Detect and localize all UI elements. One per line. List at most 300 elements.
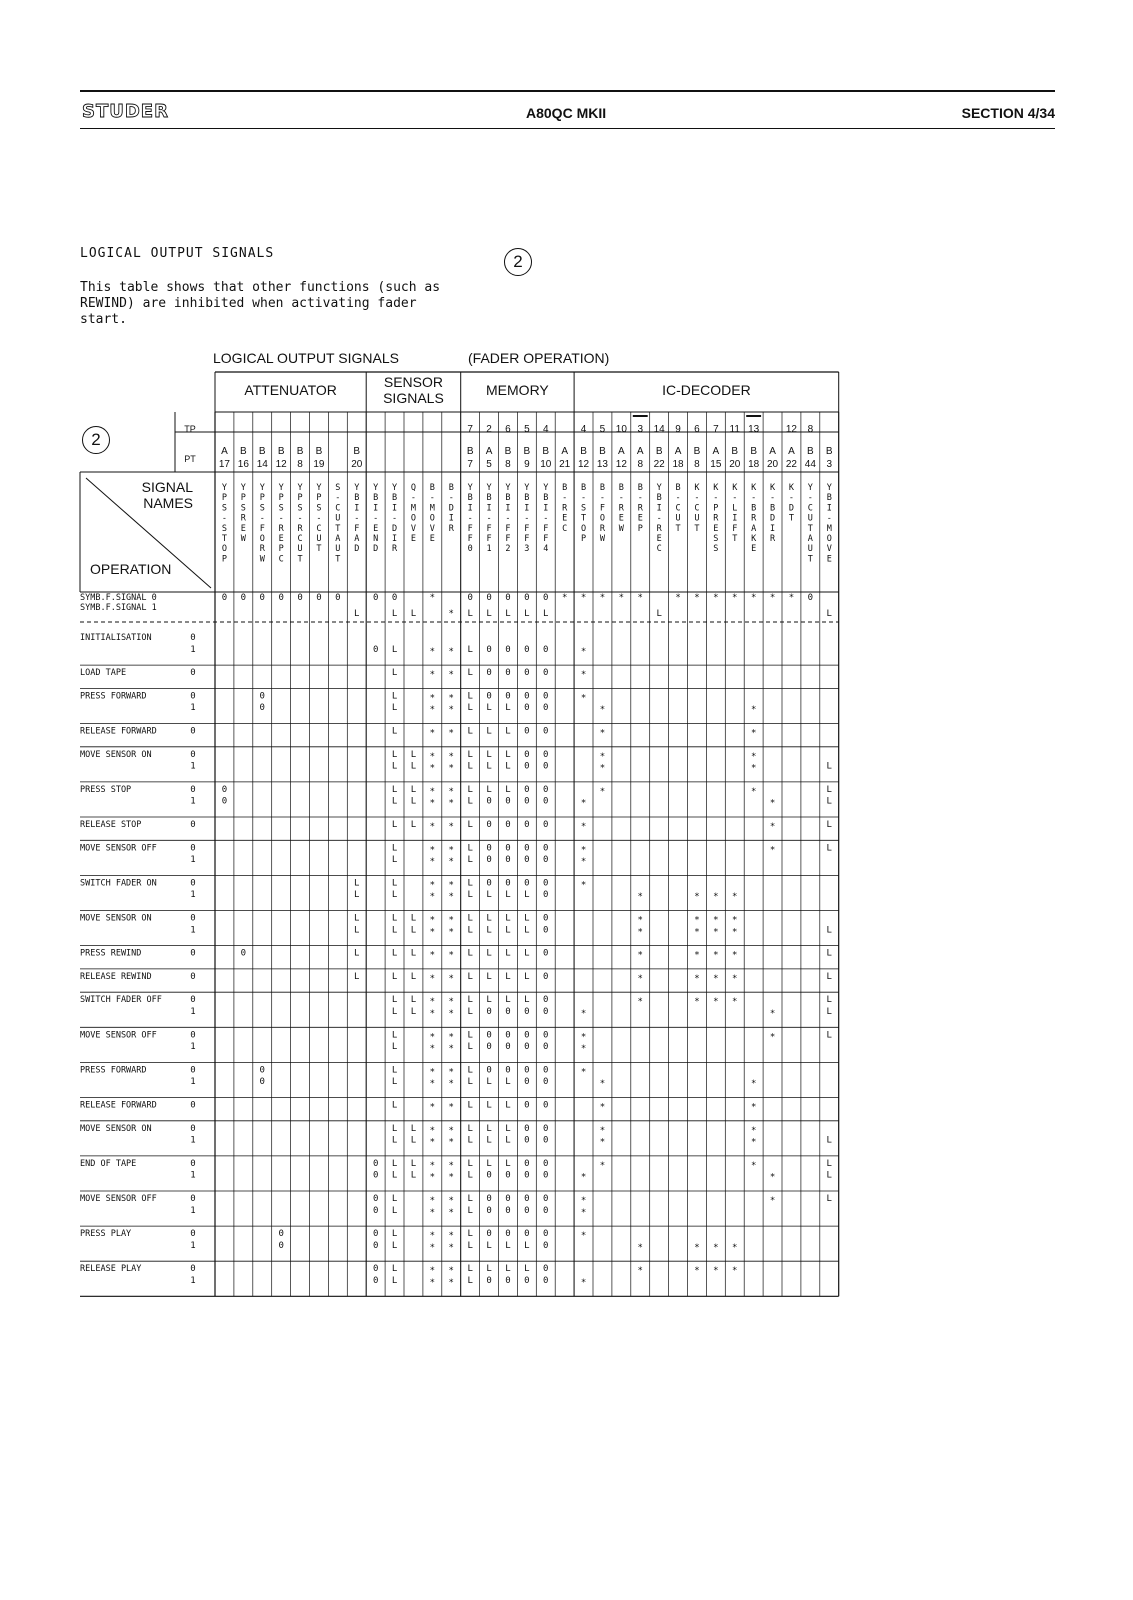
- signal-name-char: B: [675, 483, 681, 493]
- signal-name-char: D: [391, 523, 398, 534]
- symbol-cell: 0: [221, 593, 228, 603]
- operation-cell: 0: [543, 1100, 549, 1111]
- signal-name-char: E: [826, 554, 832, 565]
- symbol-cell: 0: [278, 593, 284, 603]
- signal-name-char: B: [599, 483, 606, 493]
- signal-name-char: -: [524, 513, 530, 524]
- operation-cell: L: [505, 890, 511, 901]
- operation-cell: *: [599, 728, 606, 739]
- operation-cell: L: [505, 925, 511, 936]
- operation-cell: 0: [543, 644, 549, 655]
- operation-cell: *: [713, 950, 719, 961]
- signal-name-char: R: [240, 513, 246, 524]
- pt-number: 18: [672, 459, 684, 470]
- operation-name: MOVE SENSOR ON: [80, 913, 152, 924]
- operation-level: 0: [190, 913, 196, 924]
- pt-letter: A: [636, 446, 644, 457]
- signal-name-char: V: [826, 544, 832, 555]
- operation-cell: *: [769, 1196, 776, 1206]
- operation-level: 0: [190, 749, 196, 760]
- operation-cell: *: [448, 1242, 454, 1253]
- signal-name-char: Y: [524, 483, 530, 493]
- operation-cell: *: [429, 892, 436, 903]
- operation-cell: L: [467, 1240, 473, 1251]
- operation-cell: L: [826, 843, 832, 854]
- operation-cell: 0: [524, 749, 530, 760]
- signal-name-char: W: [240, 534, 246, 544]
- operation-cell: 0: [543, 796, 549, 807]
- operation-cell: L: [486, 948, 492, 959]
- signal-name-char: N: [373, 534, 379, 544]
- operation-cell: L: [467, 995, 473, 1006]
- signal-name-char: I: [391, 503, 398, 514]
- operation-cell: *: [713, 1242, 719, 1253]
- operation-cell: L: [391, 749, 398, 760]
- operation-cell: 0: [278, 1240, 284, 1251]
- operation-cell: *: [580, 845, 587, 856]
- signal-name-char: S: [713, 544, 719, 555]
- operation-cell: *: [448, 751, 454, 762]
- operation-cell: *: [429, 1125, 436, 1136]
- operation-cell: L: [391, 796, 398, 807]
- signal-name-char: P: [580, 534, 587, 544]
- operation-level: 1: [190, 1205, 196, 1216]
- signal-name-char: Y: [543, 483, 549, 493]
- symbol-cell: 0: [372, 593, 379, 603]
- operation-cell: *: [429, 646, 436, 657]
- operation-cell: L: [391, 726, 398, 737]
- signal-name-char: I: [391, 534, 398, 544]
- signal-name-char: Y: [278, 483, 284, 493]
- operation-cell: L: [391, 644, 398, 655]
- signal-name-char: -: [580, 493, 587, 504]
- symbol-label-1: SYMB.F.SIGNAL 1: [80, 603, 157, 613]
- operation-cell: 0: [505, 1042, 511, 1053]
- pt-label: PT: [184, 454, 196, 464]
- signal-name-char: -: [316, 513, 322, 524]
- signal-name-char: -: [467, 513, 473, 524]
- operation-cell: *: [599, 763, 606, 774]
- operation-cell: 0: [543, 761, 549, 772]
- operation-cell: *: [429, 857, 436, 868]
- operation-cell: *: [732, 950, 738, 961]
- pt-letter: B: [240, 446, 247, 457]
- operation-cell: 0: [372, 1264, 379, 1275]
- svg-text:STUDER: STUDER: [82, 101, 169, 122]
- signal-name-char: P: [316, 493, 322, 504]
- pt-letter: B: [315, 446, 323, 457]
- signal-name-char: B: [486, 493, 492, 504]
- operation-cell: *: [769, 822, 776, 832]
- operation-level: 1: [190, 1170, 196, 1181]
- operation-cell: *: [580, 1231, 587, 1242]
- operation-cell: L: [391, 995, 398, 1006]
- signal-name-char: B: [543, 493, 549, 504]
- operation-cell: 0: [524, 726, 530, 737]
- operation-cell: 0: [486, 796, 492, 807]
- pt-letter: B: [825, 446, 833, 457]
- signal-name-char: E: [562, 513, 568, 524]
- signal-name-char: -: [751, 493, 757, 504]
- operation-cell: L: [486, 1100, 492, 1111]
- operation-level: 0: [190, 1229, 196, 1240]
- signal-name-char: U: [807, 544, 813, 555]
- operation-cell: 0: [486, 820, 492, 830]
- operation-cell: *: [599, 786, 606, 797]
- operation-name: RELEASE FORWARD: [80, 1100, 157, 1111]
- symbol-cell: 0: [807, 593, 814, 603]
- operation-cell: L: [391, 948, 398, 959]
- operation-name: RELEASE STOP: [80, 820, 142, 830]
- signal-name-char: E: [656, 534, 662, 544]
- signal-name-char: -: [694, 493, 700, 504]
- operation-cell: L: [486, 784, 492, 795]
- operation-cell: L: [391, 855, 398, 866]
- tp-value: 14: [653, 424, 665, 435]
- operation-cell: L: [467, 890, 473, 901]
- operation-level: 1: [190, 703, 196, 714]
- operation-level: 1: [190, 1135, 196, 1146]
- operation-cell: L: [391, 1007, 398, 1017]
- pt-letter: B: [599, 446, 606, 457]
- signal-name-char: 4: [543, 544, 549, 555]
- signal-name-char: -: [410, 493, 417, 504]
- operation-cell: 0: [543, 691, 549, 702]
- operation-cell: *: [448, 786, 454, 797]
- operation-cell: *: [580, 646, 587, 657]
- operation-cell: *: [429, 1137, 436, 1148]
- operation-cell: *: [448, 693, 454, 704]
- operation-cell: 0: [543, 1229, 549, 1240]
- operation-cell: L: [410, 925, 417, 936]
- operation-cell: *: [580, 798, 587, 809]
- operation-cell: *: [429, 1172, 436, 1183]
- table-circled-number: 2: [82, 426, 110, 454]
- signal-name-char: C: [278, 554, 284, 565]
- operation-cell: *: [448, 646, 454, 657]
- operation-cell: L: [467, 784, 473, 795]
- operation-cell: L: [391, 890, 398, 901]
- operation-cell: L: [391, 668, 398, 679]
- signal-name-char: S: [259, 503, 265, 514]
- signal-name-char: O: [599, 513, 606, 524]
- symbol-cell: L: [391, 609, 398, 619]
- symbol-cell: *: [580, 593, 587, 603]
- operation-cell: 0: [543, 1170, 549, 1181]
- signal-name-char: E: [637, 513, 643, 524]
- operation-cell: *: [448, 670, 454, 681]
- operation-cell: 0: [543, 1065, 549, 1076]
- operation-cell: L: [486, 1077, 492, 1088]
- pt-letter: B: [277, 446, 285, 457]
- signal-name-char: B: [391, 493, 398, 504]
- signal-name-char: F: [505, 523, 511, 534]
- operation-cell: 0: [524, 644, 530, 655]
- signal-name-char: 3: [524, 544, 530, 555]
- symbol-cell: L: [486, 609, 492, 619]
- operation-cell: *: [448, 857, 454, 868]
- signal-name-char: F: [599, 503, 606, 514]
- operation-cell: L: [467, 971, 473, 982]
- operation-level: 0: [190, 1194, 196, 1204]
- operation-cell: *: [637, 1266, 643, 1277]
- operation-cell: *: [429, 1207, 436, 1218]
- pt-letter: A: [561, 446, 568, 457]
- operation-cell: L: [354, 913, 360, 924]
- symbol-cell: *: [618, 593, 625, 603]
- operation-cell: L: [391, 1240, 398, 1251]
- symbol-cell: 0: [259, 593, 265, 603]
- operation-cell: 0: [372, 1240, 379, 1251]
- operation-cell: 0: [543, 925, 549, 936]
- operation-cell: L: [486, 1123, 492, 1134]
- signal-name-char: A: [335, 534, 341, 544]
- operation-cell: L: [467, 703, 473, 714]
- pt-number: 13: [596, 459, 609, 470]
- signal-name-char: P: [259, 493, 265, 504]
- symbol-cell: *: [599, 593, 606, 603]
- signal-name-char: O: [410, 513, 417, 524]
- signal-name-char: R: [751, 513, 757, 524]
- operation-cell: L: [410, 796, 417, 807]
- signal-name-char: B: [618, 483, 624, 493]
- signal-name-char: P: [297, 493, 303, 504]
- signal-name-char: S: [221, 503, 228, 514]
- signal-name-char: S: [278, 503, 284, 514]
- signal-name-char: -: [259, 513, 265, 524]
- pt-number: 12: [577, 459, 590, 470]
- operation-cell: L: [391, 925, 398, 936]
- signal-name-char: R: [769, 534, 776, 544]
- signal-name-char: F: [486, 534, 492, 544]
- operation-cell: *: [448, 1196, 454, 1206]
- operation-cell: *: [429, 1242, 436, 1253]
- operation-cell: *: [429, 1102, 436, 1113]
- signal-name-char: Y: [297, 483, 303, 493]
- operation-cell: L: [467, 1205, 473, 1216]
- signal-name-char: W: [259, 554, 265, 565]
- operation-cell: 0: [543, 1077, 549, 1088]
- intro-line: This table shows that other functions (such as: [80, 280, 441, 295]
- signal-name-char: V: [429, 523, 435, 534]
- operation-cell: L: [410, 1123, 417, 1134]
- operation-cell: L: [391, 1158, 398, 1169]
- operation-cell: L: [467, 1276, 473, 1286]
- operation-cell: L: [410, 1170, 417, 1181]
- operation-cell: 0: [543, 1158, 549, 1169]
- operation-cell: *: [732, 927, 738, 938]
- operation-cell: 0: [259, 1065, 265, 1076]
- operation-level: 1: [190, 1042, 196, 1053]
- operation-cell: *: [580, 1172, 587, 1183]
- operation-cell: 0: [505, 1030, 511, 1041]
- operation-cell: L: [826, 820, 832, 830]
- operation-level: 0: [190, 843, 196, 854]
- signal-name-char: U: [316, 534, 322, 544]
- signal-name-char: E: [751, 544, 757, 555]
- operation-cell: *: [429, 845, 436, 856]
- operation-cell: L: [391, 1123, 398, 1134]
- pt-number: 8: [637, 459, 644, 470]
- model-name: A80QC MKII: [526, 105, 607, 121]
- pt-letter: A: [788, 446, 795, 457]
- operation-cell: 0: [524, 1170, 530, 1181]
- signal-name-char: -: [732, 493, 738, 504]
- symbol-cell: *: [637, 593, 643, 603]
- operation-cell: 0: [524, 1065, 530, 1076]
- operation-cell: 0: [372, 644, 379, 655]
- operation-cell: *: [429, 927, 436, 938]
- signal-name-char: Y: [373, 483, 379, 493]
- operation-cell: *: [769, 1172, 776, 1183]
- operation-cell: *: [694, 1266, 700, 1277]
- operation-cell: L: [826, 1158, 832, 1169]
- operation-cell: L: [467, 761, 473, 772]
- tp-value: 10: [615, 424, 627, 435]
- pt-number: 5: [486, 459, 492, 470]
- operation-cell: 0: [505, 1194, 511, 1204]
- operation-cell: 0: [543, 995, 549, 1006]
- operation-cell: *: [694, 915, 700, 926]
- operation-cell: 0: [543, 1042, 549, 1053]
- operation-cell: *: [429, 1032, 436, 1043]
- signal-name-char: B: [751, 503, 757, 514]
- operation-cell: *: [732, 973, 738, 984]
- signal-name-char: -: [278, 513, 284, 524]
- signal-name-char: R: [278, 523, 284, 534]
- operation-cell: 0: [524, 855, 530, 866]
- signal-name-char: -: [656, 513, 662, 524]
- operation-cell: *: [448, 1067, 454, 1078]
- tp-value: 3: [637, 424, 644, 435]
- operation-cell: *: [769, 1009, 776, 1019]
- operation-cell: *: [750, 1125, 757, 1136]
- signal-name-char: C: [694, 503, 700, 514]
- operation-cell: 0: [372, 1229, 379, 1240]
- signal-name-char: F: [354, 523, 360, 534]
- signal-name-char: E: [278, 534, 284, 544]
- operation-cell: *: [750, 763, 757, 774]
- signal-name-char: B: [656, 493, 662, 504]
- operation-cell: 0: [486, 691, 492, 702]
- operation-cell: L: [467, 948, 473, 959]
- operation-cell: 0: [486, 1042, 492, 1053]
- operation-cell: *: [448, 1137, 454, 1148]
- operation-cell: L: [505, 1123, 511, 1134]
- signal-name-char: K: [694, 483, 700, 493]
- pt-number: 19: [313, 459, 325, 470]
- operation-cell: *: [713, 927, 719, 938]
- operation-cell: *: [713, 973, 719, 984]
- operation-cell: 0: [486, 644, 492, 655]
- pt-letter: B: [258, 446, 266, 457]
- operation-cell: L: [467, 668, 473, 679]
- operation-cell: 0: [486, 1194, 492, 1204]
- operation-cell: L: [826, 1135, 832, 1146]
- signal-name-char: Y: [505, 483, 511, 493]
- operation-cell: *: [429, 728, 436, 739]
- signal-name-char: W: [599, 534, 606, 544]
- operation-level: 1: [190, 1077, 196, 1088]
- signal-name-char: C: [807, 503, 813, 514]
- symbol-cell: L: [467, 609, 473, 619]
- signal-name-char: -: [221, 513, 228, 524]
- signal-name-char: A: [807, 534, 813, 544]
- operation-cell: *: [448, 950, 454, 961]
- operation-name: MOVE SENSOR OFF: [80, 1030, 157, 1041]
- operation-cell: L: [391, 878, 398, 889]
- signal-name-char: Y: [221, 483, 228, 493]
- operation-cell: 0: [524, 1123, 530, 1134]
- operation-cell: 0: [278, 1229, 284, 1240]
- operation-cell: L: [826, 948, 832, 959]
- operation-cell: L: [524, 1264, 530, 1275]
- signal-name-char: R: [599, 523, 606, 534]
- operation-level: 1: [190, 644, 196, 655]
- operation-level: 0: [190, 1123, 196, 1134]
- operation-cell: *: [448, 927, 454, 938]
- operation-cell: 0: [543, 820, 549, 830]
- operation-name: MOVE SENSOR OFF: [80, 1194, 157, 1204]
- operation-cell: L: [524, 890, 530, 901]
- operation-cell: *: [580, 822, 587, 832]
- operation-cell: L: [524, 913, 530, 924]
- operation-cell: L: [391, 1135, 398, 1146]
- signal-name-char: T: [675, 523, 681, 534]
- operation-cell: L: [467, 855, 473, 866]
- pt-letter: A: [674, 446, 682, 457]
- pt-letter: A: [618, 446, 625, 457]
- corner-operation: OPERATION: [90, 561, 172, 577]
- operation-cell: *: [599, 1079, 606, 1090]
- operation-cell: 0: [524, 1030, 530, 1041]
- signal-name-char: -: [448, 493, 454, 504]
- signal-name-char: I: [505, 503, 511, 514]
- operation-cell: *: [599, 1125, 606, 1136]
- signal-name-char: -: [486, 513, 492, 524]
- signal-name-char: T: [316, 544, 322, 555]
- operation-cell: L: [354, 925, 360, 936]
- operation-level: 0: [190, 1100, 196, 1111]
- symbol-cell: L: [524, 609, 530, 619]
- operation-cell: L: [826, 1030, 832, 1041]
- signal-name-char: B: [637, 483, 643, 493]
- signal-name-char: B: [562, 483, 568, 493]
- signal-name-char: R: [297, 523, 303, 534]
- pt-letter: B: [466, 446, 474, 457]
- operation-cell: *: [713, 892, 719, 903]
- signal-name-char: K: [769, 483, 776, 493]
- signal-name-char: I: [448, 513, 454, 524]
- operation-cell: *: [637, 892, 643, 903]
- pt-number: 12: [275, 459, 287, 470]
- pt-number: 17: [218, 459, 231, 470]
- operation-cell: L: [826, 784, 832, 795]
- operation-cell: 0: [543, 890, 549, 901]
- section-number: SECTION 4/34: [961, 105, 1055, 121]
- operation-cell: *: [448, 973, 454, 984]
- operation-cell: L: [486, 703, 492, 714]
- operation-level: 1: [190, 1240, 196, 1251]
- operation-level: 0: [190, 995, 196, 1006]
- signal-name-char: W: [618, 523, 624, 534]
- signal-name-char: M: [429, 503, 435, 514]
- signal-name-char: I: [732, 513, 738, 524]
- signal-name-char: L: [732, 503, 738, 514]
- signal-name-char: 0: [467, 544, 473, 555]
- signal-name-char: A: [354, 534, 360, 544]
- signal-name-char: D: [788, 503, 795, 514]
